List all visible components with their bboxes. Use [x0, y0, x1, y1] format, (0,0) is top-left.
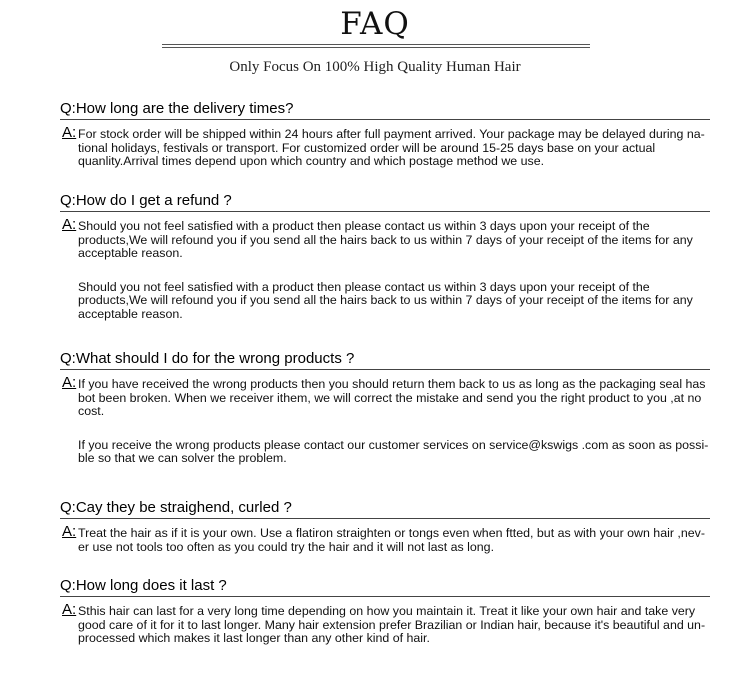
answer-prefix: A: [62, 216, 77, 233]
faq-question: Q:How long are the delivery times? [60, 100, 710, 120]
answer-extra-text: If you receive the wrong products please contact our customer services on service@kswigs .com as soon as possi-ble so that we can solver the problem. [78, 437, 709, 466]
answer-text: Sthis hair can last for a very long time depending on how you maintain it. Treat it like your own hair and take very good care of it for it to last longer. Many hair extension prefer Brazilian or Indian hair, because it's beautiful and un-processed which makes it last longer than any other kind of hair. [78, 604, 706, 646]
answer-extra-text: Should you not feel satisfied with a product then please contact us within 3 days upon your receipt of the products,We will refound you if you send all the hairs back to us within 7 days of your receipt of the items for any acceptable reason. [78, 279, 693, 321]
faq-question: Q:What should I do for the wrong products ? [60, 350, 710, 370]
faq-question: Q:How long does it last ? [60, 577, 710, 597]
faq-item [60, 100, 710, 169]
faq-item [60, 499, 710, 554]
page-subtitle: Only Focus On 100% High Quality Human Hair [229, 59, 521, 75]
title-divider [162, 47, 590, 48]
title-divider [162, 44, 590, 45]
faq-answer [60, 523, 710, 554]
faq-item [60, 350, 710, 466]
faq-answer [60, 601, 710, 646]
faq-answer [60, 216, 710, 261]
answer-text: For stock order will be shipped within 24 hours after full payment arrived. Your package may be delayed during na-tional holidays, festivals or transport. For customized order will be around 15-25 days base on your actual quanlity.Arrival times depend upon which country and which postage method we use. [78, 127, 705, 169]
answer-prefix: A: [62, 523, 77, 540]
faq-answer [60, 124, 710, 169]
faq-question: Q:Cay they be straighend, curled ? [60, 499, 710, 519]
answer-text: If you have received the wrong products then you should return them back to us as long as the packaging seal has bot been broken. When we receiver ithem, we will correct the mistake and send you the right product to you ,at no cost. [78, 377, 706, 419]
faq-item [60, 577, 710, 646]
answer-prefix: A: [62, 601, 77, 618]
answer-prefix: A: [62, 124, 77, 141]
answer-text: Treat the hair as if it is your own. Use a flatiron straighten or tongs even when ftted, but as with your own hair ,nev-er use not tools too often as you could try the hair and it will not last as long. [78, 526, 705, 554]
faq-question: Q:How do I get a refund ? [60, 192, 710, 212]
page-title: FAQ [340, 6, 410, 42]
answer-prefix: A: [62, 374, 77, 391]
faq-answer [60, 374, 710, 419]
answer-text: Should you not feel satisfied with a product then please contact us within 3 days upon your receipt of the products,We will refound you if you send all the hairs back to us within 7 days of your receipt of the items for any acceptable reason. [78, 219, 693, 261]
faq-item [60, 192, 710, 322]
